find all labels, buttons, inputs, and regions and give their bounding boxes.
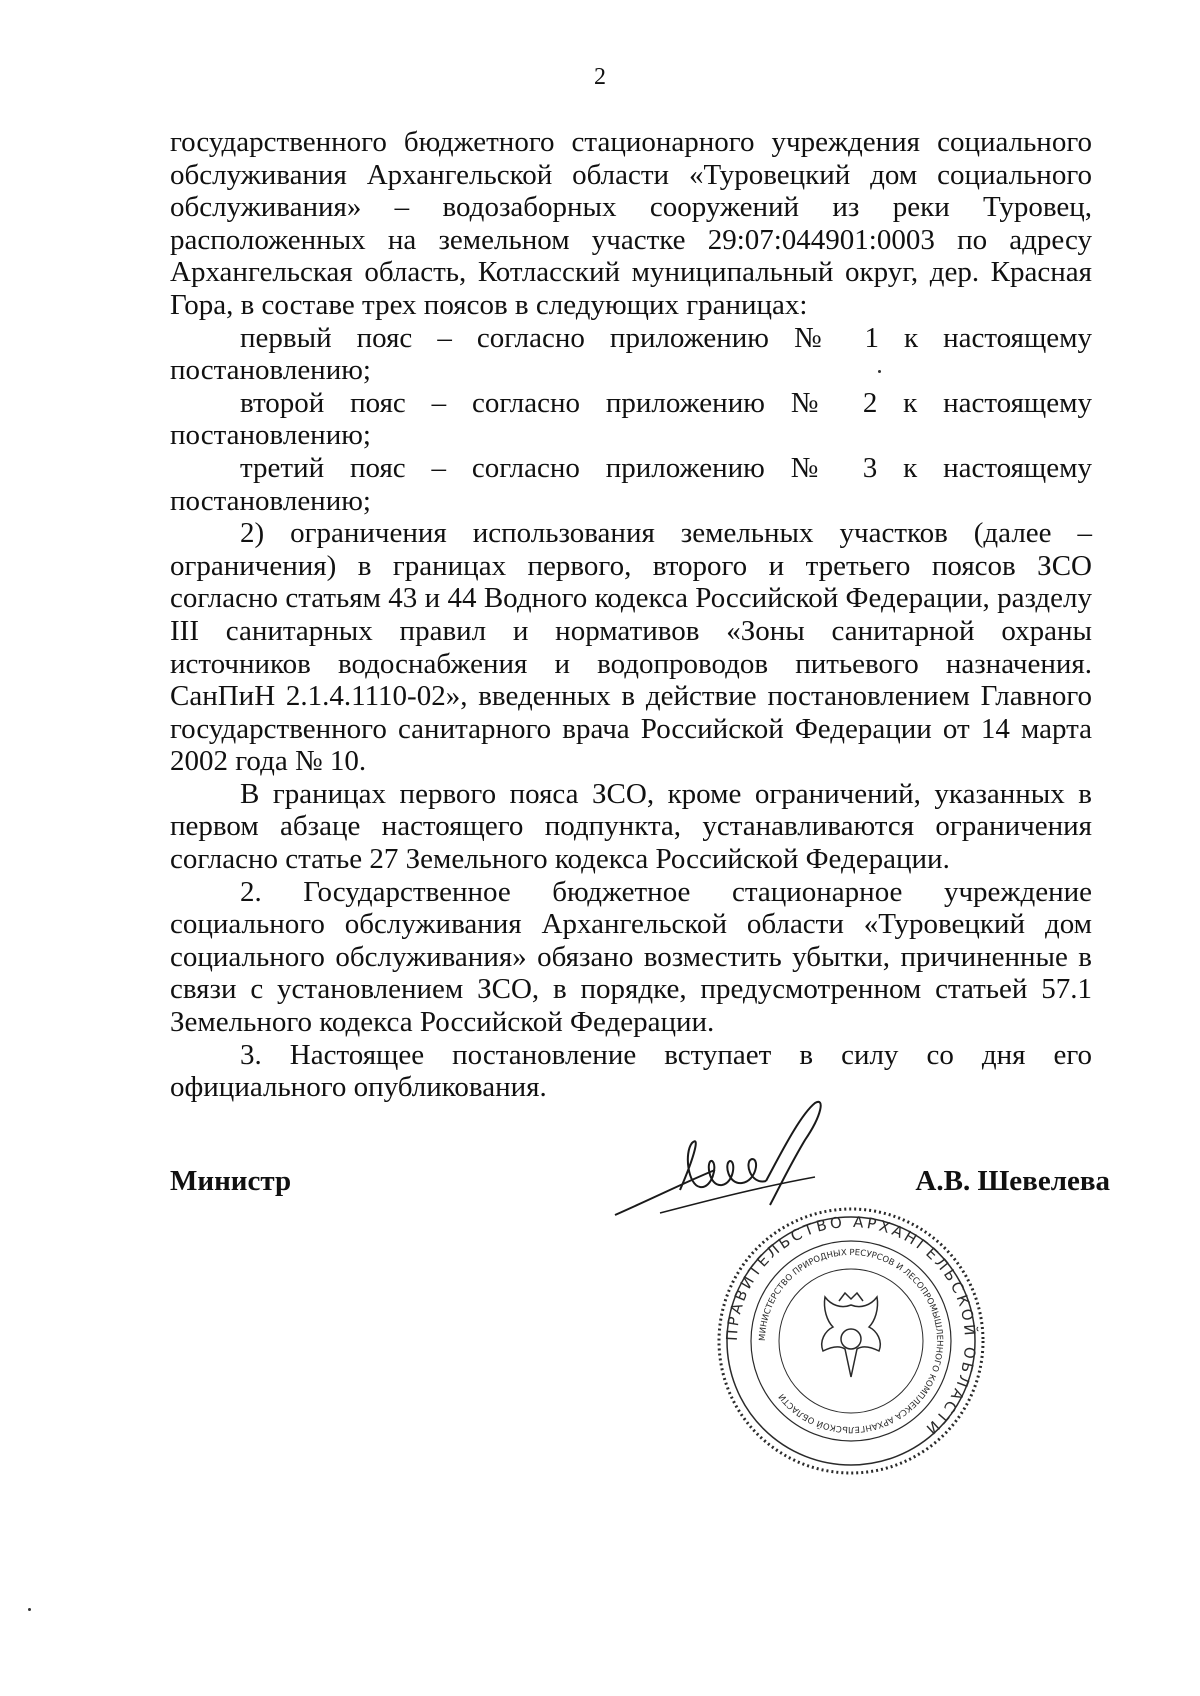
seal-outer-text: ПРАВИТЕЛЬСТВО АРХАНГЕЛЬСКОЙ ОБЛАСТИ bbox=[722, 1212, 980, 1440]
coat-of-arms-icon bbox=[822, 1293, 881, 1377]
paragraph-first-zone-restrictions: В границах первого пояса ЗСО, кроме ограничений, указанных в первом абзаце настоящего подпункта, устанавливаются ограничения согласно статье 27 Земельного кодекса Российской Федерации. bbox=[170, 777, 1092, 876]
paragraph-restrictions: 2) ограничения использования земельных участков (далее – ограничения) в границах первого, второго и третьего поясов ЗСО согласно статьям 43 и 44 Водного кодекса Российской Федерации, разделу III санитарных правил и нормативов «Зоны санитарной охраны источников водоснабжения и водопроводов питьевого назначения. СанПиН 2.1.4.1110-02», введенных в действие постановлением Главного государственного санитарного врача Российской Федерации от 14 марта 2002 года № 10. bbox=[170, 517, 1092, 778]
scan-dot bbox=[878, 370, 881, 373]
paragraph-continuation: государственного бюджетного стационарного учреждения социального обслуживания Архангельской области «Туровецкий дом социального обслуживания» – водозаборных сооружений из реки Туровец, расположенных на земельном участке 29:07:044901:0003 по адресу Архангельская область, Котласский муниципальный округ, дер. Красная Гора, в составе трех поясов в следующих границах: bbox=[170, 126, 1092, 321]
seal-inner-text: МИНИСТЕРСТВО ПРИРОДНЫХ РЕСУРСОВ И ЛЕСОПРОМЫШЛЕННОГО КОМПЛЕКСА АРХАНГЕЛЬСКОЙ ОБЛАСТИ bbox=[757, 1247, 945, 1435]
paragraph-zone-2: второй пояс – согласно приложению № 2 к настоящему постановлению; bbox=[170, 386, 1092, 452]
official-seal bbox=[715, 1205, 987, 1477]
paragraph-item-2: 2. Государственное бюджетное стационарное учреждение социального обслуживания Архангельской области «Туровецкий дом социального обслуживания» обязано возместить убытки, причиненные в связи с установлением ЗСО, в порядке, предусмотренном статьей 57.1 Земельного кодекса Российской Федерации. bbox=[170, 875, 1092, 1039]
document-body bbox=[170, 126, 1092, 1104]
paragraph-item-3: 3. Настоящее постановление вступает в силу со дня его официального опубликования. bbox=[170, 1038, 1092, 1104]
paragraph-zone-1: первый пояс – согласно приложению № 1 к настоящему постановлению; bbox=[170, 321, 1092, 387]
signer-name: А.В. Шевелева bbox=[915, 1165, 1110, 1197]
position-title: Министр bbox=[170, 1165, 292, 1197]
page-number: 2 bbox=[594, 64, 606, 90]
paragraph-zone-3: третий пояс – согласно приложению № 3 к настоящему постановлению; bbox=[170, 451, 1092, 517]
scan-dot bbox=[28, 1608, 31, 1611]
